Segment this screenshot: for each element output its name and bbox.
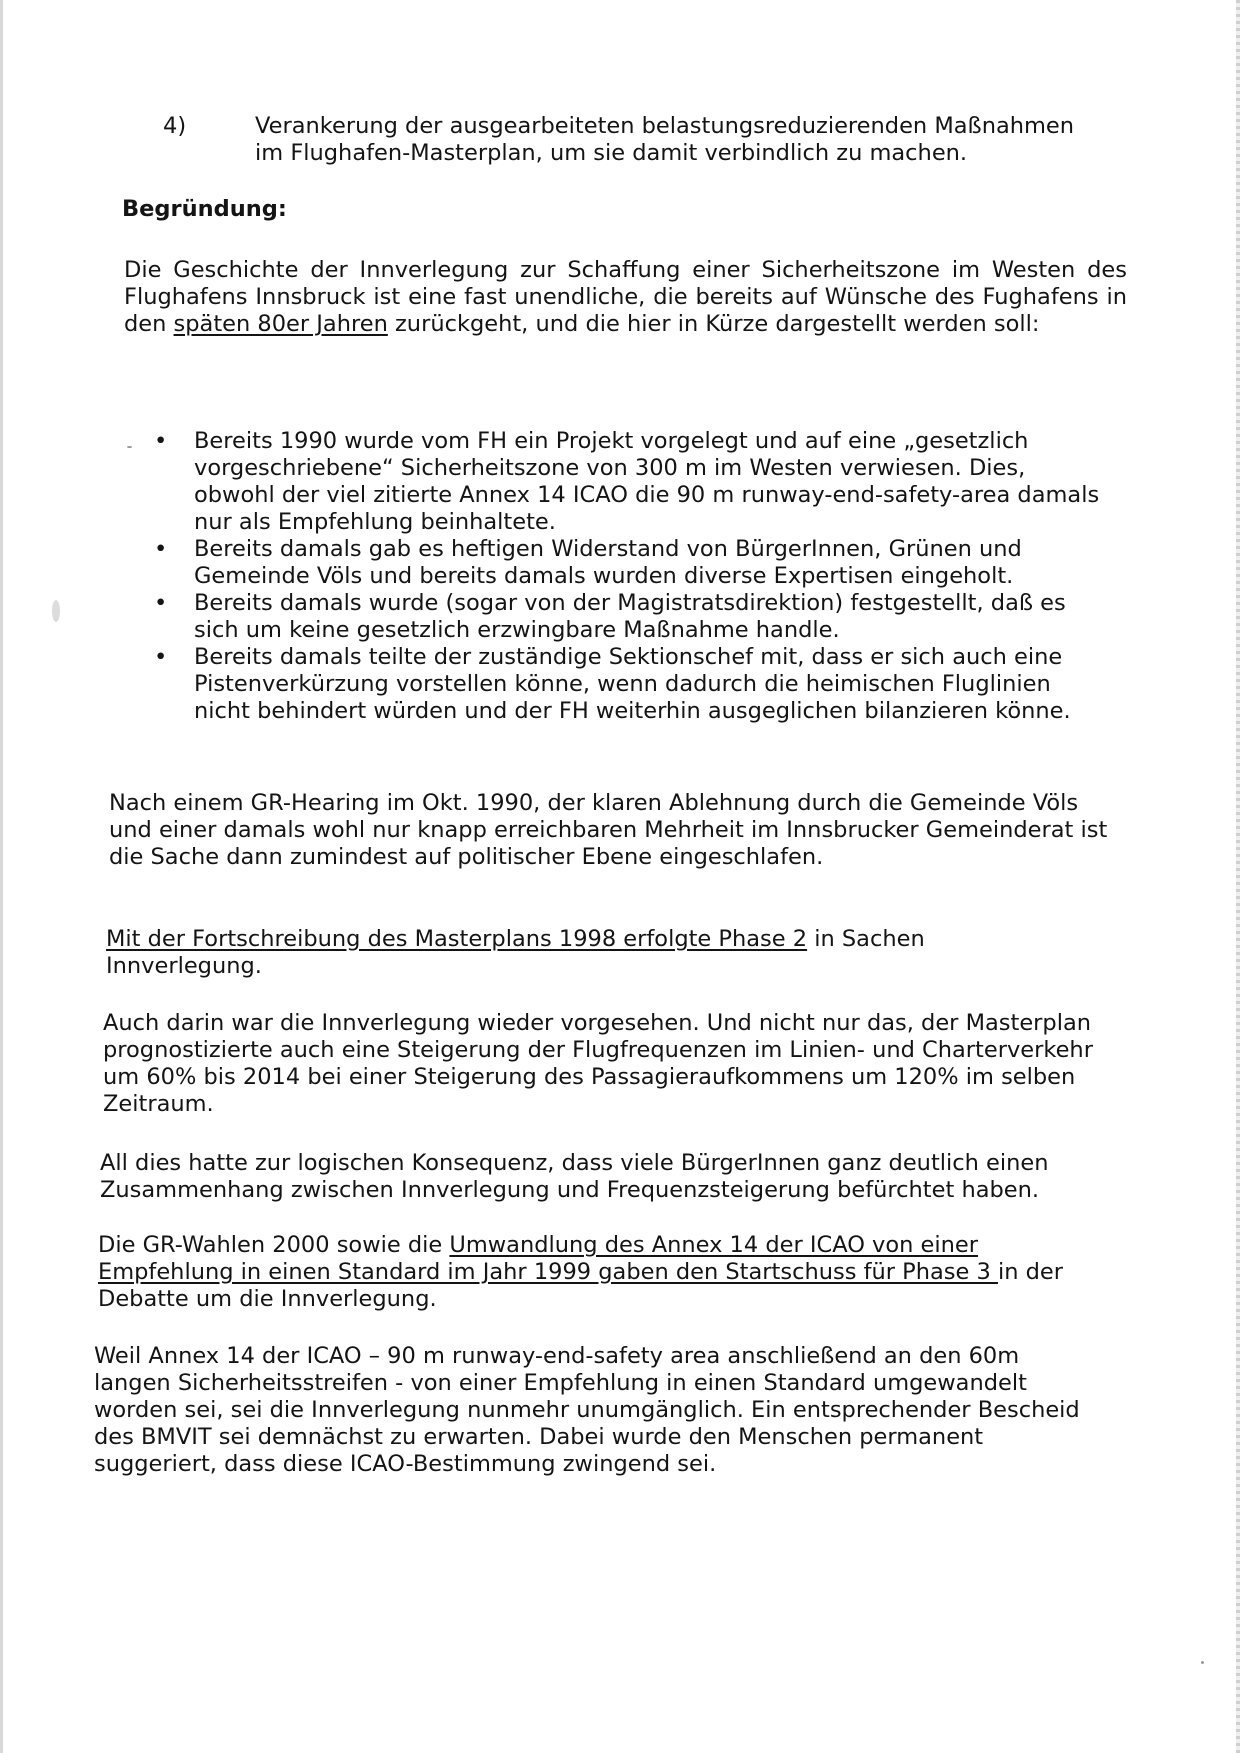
bullet-icon: • <box>154 644 168 670</box>
list-item <box>150 536 1110 590</box>
phase2-underlined: Mit der Fortschreibung des Masterplans 1998 erfolgte Phase 2 <box>106 926 808 952</box>
list-item <box>150 644 1110 725</box>
phase3-text-2: in der Debatte um die Innverlegung. <box>98 1259 1064 1312</box>
bullet-icon: • <box>154 428 168 454</box>
bullet-icon: • <box>154 590 168 616</box>
section-heading: Begründung: <box>122 196 287 222</box>
list-item-4 <box>255 113 1135 167</box>
phase3-underlined: Umwandlung des Annex 14 der ICAO von einer Empfehlung in einen Standard im Jahr 1999 gaben den Startschuss für Phase 3 <box>98 1232 998 1285</box>
paragraph-hearing: Nach einem GR-Hearing im Okt. 1990, der klaren Ablehnung durch die Gemeinde Völs und einer damals wohl nur knapp erreichbaren Mehrheit im Innsbrucker Gemeinderat ist die Sache dann zumindest auf politischer Ebene eingeschlafen. <box>109 790 1108 870</box>
intro-text-1: Die Geschichte der Innverlegung zur Schaffung einer Sicherheitszone im Westen des Flughafens Innsbruck ist eine fast unendliche, die bereits auf Wünsche des Fughafens in den <box>124 257 1127 337</box>
phase2-text: in Sachen Innverlegung. <box>106 926 925 979</box>
paragraph-phase2 <box>106 926 1006 980</box>
bullet-text: Bereits damals wurde (sogar von der Magistratsdirektion) festgestellt, daß es sich um keine gesetzlich erzwingbare Maßnahme handle. <box>194 590 1066 643</box>
phase3-text-1: Die GR-Wahlen 2000 sowie die <box>98 1232 450 1258</box>
list-item-4-line2: im Flughafen-Masterplan, um sie damit verbindlich zu machen. <box>255 140 968 166</box>
intro-text-2: zurückgeht, und die hier in Kürze dargestellt werden soll: <box>387 311 1040 337</box>
bullet-text: Bereits damals gab es heftigen Widerstand von BürgerInnen, Grünen und Gemeinde Völs und bereits damals wurden diverse Expertisen eingeholt. <box>194 536 1022 589</box>
scan-speck <box>1201 1661 1204 1664</box>
scan-edge-left <box>0 0 3 1753</box>
list-item <box>150 590 1110 644</box>
bullet-text: Bereits damals teilte der zuständige Sektionschef mit, dass er sich auch eine Pistenverkürzung vorstellen könne, wenn dadurch die heimischen Fluglinien nicht behindert würden und der FH weiterhin ausgeglichen bilanzieren könne. <box>194 644 1071 724</box>
scan-edge-right <box>1236 0 1240 1753</box>
bullet-icon: • <box>154 536 168 562</box>
list-item-number: 4) <box>163 113 187 139</box>
list-item <box>150 428 1110 536</box>
intro-underlined: späten 80er Jahren <box>173 311 388 337</box>
paragraph-phase3 <box>98 1232 1088 1313</box>
intro-paragraph <box>124 257 1127 338</box>
paragraph-masterplan: Auch darin war die Innverlegung wieder vorgesehen. Und nicht nur das, der Masterplan prognostizierte auch eine Steigerung der Flugfrequenzen im Linien- und Charterverkehr um 60% bis 2014 bei einer Steigerung des Passagieraufkommens um 120% im selben Zeitraum. <box>103 1010 1093 1117</box>
paragraph-konsequenz: All dies hatte zur logischen Konsequenz, dass viele BürgerInnen ganz deutlich einen Zusammenhang zwischen Innverlegung und Frequenzsteigerung befürchtet haben. <box>100 1150 1049 1203</box>
scan-speck <box>52 600 60 622</box>
bullet-list <box>150 428 1110 725</box>
scan-speck <box>127 446 132 448</box>
list-item-4-line1: Verankerung der ausgearbeiteten belastungsreduzierenden Maßnahmen <box>255 113 1075 139</box>
bullet-text: Bereits 1990 wurde vom FH ein Projekt vorgelegt und auf eine „gesetzlich vorgeschriebene“ Sicherheitszone von 300 m im Westen verwiesen. Dies, obwohl der viel zitierte Annex 14 ICAO die 90 m runway-end-safety-area damals nur als Empfehlung beinhaltete. <box>194 428 1100 535</box>
paragraph-annex: Weil Annex 14 der ICAO – 90 m runway-end-safety area anschließend an den 60m langen Sicherheitsstreifen - von einer Empfehlung in einen Standard umgewandelt worden sei, sei die Innverlegung nunmehr unumgänglich. Ein entsprechender Bescheid des BMVIT sei demnächst zu erwarten. Dabei wurde den Menschen permanent suggeriert, dass diese ICAO-Bestimmung zwingend sei. <box>94 1343 1080 1477</box>
